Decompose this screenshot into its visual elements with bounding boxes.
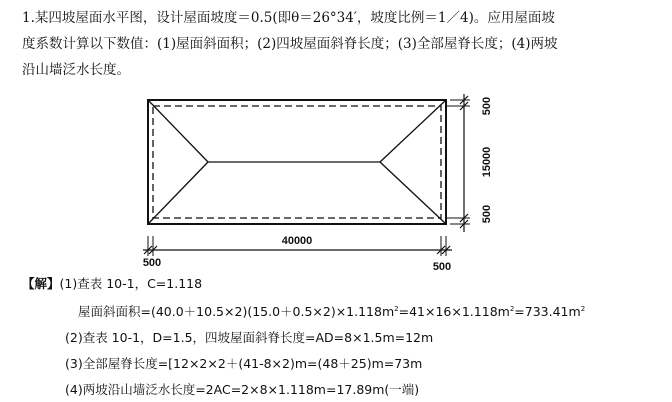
problem-line-2: 度系数计算以下数值：(1)屋面斜面积；(2)四坡屋面斜脊长度；(3)全部屋脊长度；(4)两坡 (22, 36, 558, 52)
dim-15000: 15000 (481, 146, 493, 178)
hip-line-tl (148, 100, 208, 162)
problem-line-1: 1.某四坡屋面水平图，设计屋面坡度＝0.5(即θ＝26°34′，坡度比例＝1／4)。应用屋面坡 (22, 10, 555, 26)
hip-line-bl (148, 162, 208, 224)
dim-40000: 40000 (281, 235, 313, 247)
hip-line-br (380, 162, 446, 224)
problem-line-3: 沿山墙泛水长度。 (22, 62, 130, 78)
dim-500-bottom: 500 (481, 204, 493, 224)
solution-step-1 (22, 274, 202, 292)
dim-500-right: 500 (432, 261, 452, 273)
dim-500-left: 500 (142, 257, 162, 269)
solution-step-2: (2)查表 10-1，D=1.5，四坡屋面斜脊长度=AD=8×1.5m=12m (65, 330, 434, 345)
dim-500-top: 500 (481, 96, 493, 116)
solution-area-line: 屋面斜面积$=(40.0+10.5\times 2)(15.0+0.5\times 2)\times 1.118m^2=41\times 16\times 1.118m^2=733.41m^2$ (78, 304, 586, 319)
hip-line-tr (380, 100, 446, 162)
solution-step-3: (3)全部屋脊长度=[12×2×2＋(41-8×2)m=(48＋25)m=73m (65, 356, 423, 371)
solution-step-4: (4)两坡沿山墙泛水长度=2AC=2×8×1.118m=17.89m(一端) (65, 382, 420, 397)
solution-tag: 【解】 (22, 276, 60, 291)
solution-step-1-text: (1)查表 10-1，C=1.118 (59, 276, 203, 291)
